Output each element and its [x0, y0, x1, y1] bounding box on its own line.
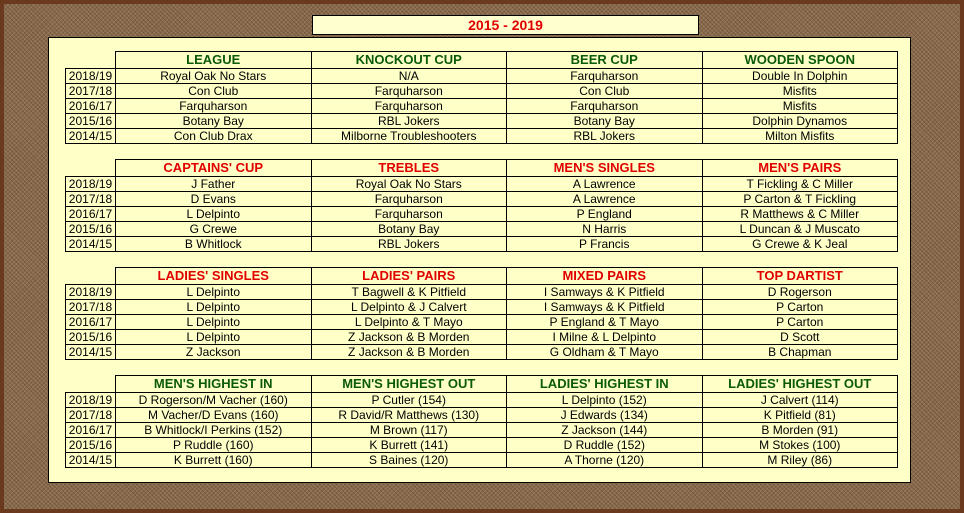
season-label: 2017/18 — [66, 192, 116, 207]
winner-cell: N/A — [311, 69, 507, 84]
winner-cell: RBL Jokers — [311, 237, 507, 252]
column-header: LADIES' SINGLES — [116, 268, 312, 285]
winner-cell: R David/R Matthews (130) — [311, 408, 507, 423]
winner-cell: M Brown (117) — [311, 423, 507, 438]
table-row — [66, 423, 898, 438]
column-header: CAPTAINS' CUP — [116, 160, 312, 177]
winner-cell: M Riley (86) — [702, 453, 898, 468]
winner-cell: T Bagwell & K Pitfield — [311, 285, 507, 300]
table-row — [66, 177, 898, 192]
winner-cell: Milborne Troubleshooters — [311, 129, 507, 144]
winner-cell: M Stokes (100) — [702, 438, 898, 453]
winner-cell: K Burrett (160) — [116, 453, 312, 468]
results-table — [65, 375, 898, 468]
winner-cell: P England — [507, 207, 703, 222]
winner-cell: RBL Jokers — [311, 114, 507, 129]
winner-cell: L Delpinto & J Calvert — [311, 300, 507, 315]
winner-cell: L Delpinto — [116, 285, 312, 300]
winner-cell: Con Club — [116, 84, 312, 99]
season-label: 2015/16 — [66, 222, 116, 237]
winner-cell: R Matthews & C Miller — [702, 207, 898, 222]
column-header: MIXED PAIRS — [507, 268, 703, 285]
winner-cell: A Lawrence — [507, 192, 703, 207]
winner-cell: B Whitlock — [116, 237, 312, 252]
column-header: LADIES' HIGHEST OUT — [702, 376, 898, 393]
winner-cell: Z Jackson & B Morden — [311, 345, 507, 360]
winner-cell: Farquharson — [507, 69, 703, 84]
winner-cell: G Crewe & K Jeal — [702, 237, 898, 252]
winner-cell: P Ruddle (160) — [116, 438, 312, 453]
winner-cell: L Duncan & J Muscato — [702, 222, 898, 237]
table-row — [66, 237, 898, 252]
winner-cell: Farquharson — [507, 99, 703, 114]
column-header: BEER CUP — [507, 52, 703, 69]
season-label: 2014/15 — [66, 237, 116, 252]
season-label: 2014/15 — [66, 453, 116, 468]
season-label: 2016/17 — [66, 99, 116, 114]
winner-cell: D Evans — [116, 192, 312, 207]
table-row — [66, 345, 898, 360]
season-label: 2015/16 — [66, 438, 116, 453]
winner-cell: L Delpinto (152) — [507, 393, 703, 408]
table-row — [66, 330, 898, 345]
winner-cell: Botany Bay — [507, 114, 703, 129]
column-header: LADIES' PAIRS — [311, 268, 507, 285]
winner-cell: Con Club Drax — [116, 129, 312, 144]
season-label: 2014/15 — [66, 345, 116, 360]
winner-cell: I Samways & K Pitfield — [507, 300, 703, 315]
winner-cell: Misfits — [702, 99, 898, 114]
table-row — [66, 438, 898, 453]
table-row — [66, 207, 898, 222]
column-header: TOP DARTIST — [702, 268, 898, 285]
winner-cell: G Crewe — [116, 222, 312, 237]
results-section-4 — [65, 375, 897, 468]
season-label: 2018/19 — [66, 393, 116, 408]
winner-cell: Royal Oak No Stars — [311, 177, 507, 192]
winner-cell: D Scott — [702, 330, 898, 345]
results-section-1 — [65, 51, 897, 144]
table-row — [66, 315, 898, 330]
column-header: KNOCKOUT CUP — [311, 52, 507, 69]
winner-cell: L Delpinto — [116, 330, 312, 345]
winner-cell: J Father — [116, 177, 312, 192]
winner-cell: Farquharson — [116, 99, 312, 114]
winner-cell: J Calvert (114) — [702, 393, 898, 408]
season-label: 2016/17 — [66, 315, 116, 330]
column-header: MEN'S PAIRS — [702, 160, 898, 177]
page-title: 2015 - 2019 — [312, 15, 699, 35]
column-header: WOODEN SPOON — [702, 52, 898, 69]
winner-cell: B Chapman — [702, 345, 898, 360]
winner-cell: D Ruddle (152) — [507, 438, 703, 453]
header-row — [66, 52, 898, 69]
winner-cell: Z Jackson (144) — [507, 423, 703, 438]
winner-cell: P Cutler (154) — [311, 393, 507, 408]
season-label: 2014/15 — [66, 129, 116, 144]
column-header: MEN'S SINGLES — [507, 160, 703, 177]
blank-corner — [66, 376, 116, 393]
table-row — [66, 300, 898, 315]
season-label: 2017/18 — [66, 300, 116, 315]
season-label: 2018/19 — [66, 177, 116, 192]
winner-cell: T Fickling & C Miller — [702, 177, 898, 192]
winner-cell: A Thorne (120) — [507, 453, 703, 468]
winner-cell: Double In Dolphin — [702, 69, 898, 84]
column-header: LADIES' HIGHEST IN — [507, 376, 703, 393]
winner-cell: Misfits — [702, 84, 898, 99]
winner-cell: P Carton & T Fickling — [702, 192, 898, 207]
winner-cell: Botany Bay — [116, 114, 312, 129]
winner-cell: Con Club — [507, 84, 703, 99]
table-row — [66, 222, 898, 237]
column-header: LEAGUE — [116, 52, 312, 69]
winner-cell: L Delpinto — [116, 315, 312, 330]
column-header: MEN'S HIGHEST IN — [116, 376, 312, 393]
results-table — [65, 51, 898, 144]
column-header: TREBLES — [311, 160, 507, 177]
table-row — [66, 84, 898, 99]
winner-cell: L Delpinto — [116, 300, 312, 315]
winner-cell: N Harris — [507, 222, 703, 237]
season-label: 2016/17 — [66, 423, 116, 438]
blank-corner — [66, 52, 116, 69]
winner-cell: RBL Jokers — [507, 129, 703, 144]
winner-cell: Royal Oak No Stars — [116, 69, 312, 84]
table-row — [66, 408, 898, 423]
table-row — [66, 129, 898, 144]
season-label: 2016/17 — [66, 207, 116, 222]
winner-cell: K Pitfield (81) — [702, 408, 898, 423]
winner-cell: Botany Bay — [311, 222, 507, 237]
results-table — [65, 267, 898, 360]
winner-cell: Milton Misfits — [702, 129, 898, 144]
winner-cell: P Francis — [507, 237, 703, 252]
season-label: 2017/18 — [66, 408, 116, 423]
blank-corner — [66, 268, 116, 285]
winner-cell: L Delpinto — [116, 207, 312, 222]
table-row — [66, 285, 898, 300]
table-row — [66, 69, 898, 84]
winner-cell: J Edwards (134) — [507, 408, 703, 423]
table-row — [66, 393, 898, 408]
header-row — [66, 160, 898, 177]
winner-cell: P Carton — [702, 315, 898, 330]
winner-cell: K Burrett (141) — [311, 438, 507, 453]
winner-cell: G Oldham & T Mayo — [507, 345, 703, 360]
winner-cell: I Milne & L Delpinto — [507, 330, 703, 345]
winner-cell: S Baines (120) — [311, 453, 507, 468]
table-row — [66, 99, 898, 114]
winner-cell: Dolphin Dynamos — [702, 114, 898, 129]
column-header: MEN'S HIGHEST OUT — [311, 376, 507, 393]
season-label: 2015/16 — [66, 330, 116, 345]
winner-cell: Z Jackson — [116, 345, 312, 360]
season-label: 2018/19 — [66, 69, 116, 84]
season-label: 2017/18 — [66, 84, 116, 99]
season-label: 2018/19 — [66, 285, 116, 300]
winner-cell: M Vacher/D Evans (160) — [116, 408, 312, 423]
winner-cell: D Rogerson — [702, 285, 898, 300]
winner-cell: I Samways & K Pitfield — [507, 285, 703, 300]
winner-cell: B Morden (91) — [702, 423, 898, 438]
results-table — [65, 159, 898, 252]
winner-cell: Farquharson — [311, 207, 507, 222]
header-row — [66, 268, 898, 285]
results-section-2 — [65, 159, 897, 252]
winner-cell: D Rogerson/M Vacher (160) — [116, 393, 312, 408]
results-section-3 — [65, 267, 897, 360]
winner-cell: A Lawrence — [507, 177, 703, 192]
table-row — [66, 114, 898, 129]
winner-cell: P Carton — [702, 300, 898, 315]
winner-cell: Farquharson — [311, 84, 507, 99]
winner-cell: B Whitlock/I Perkins (152) — [116, 423, 312, 438]
winner-cell: Farquharson — [311, 99, 507, 114]
header-row — [66, 376, 898, 393]
winner-cell: Farquharson — [311, 192, 507, 207]
table-row — [66, 192, 898, 207]
winner-cell: P England & T Mayo — [507, 315, 703, 330]
table-row — [66, 453, 898, 468]
blank-corner — [66, 160, 116, 177]
season-label: 2015/16 — [66, 114, 116, 129]
winner-cell: Z Jackson & B Morden — [311, 330, 507, 345]
winner-cell: L Delpinto & T Mayo — [311, 315, 507, 330]
